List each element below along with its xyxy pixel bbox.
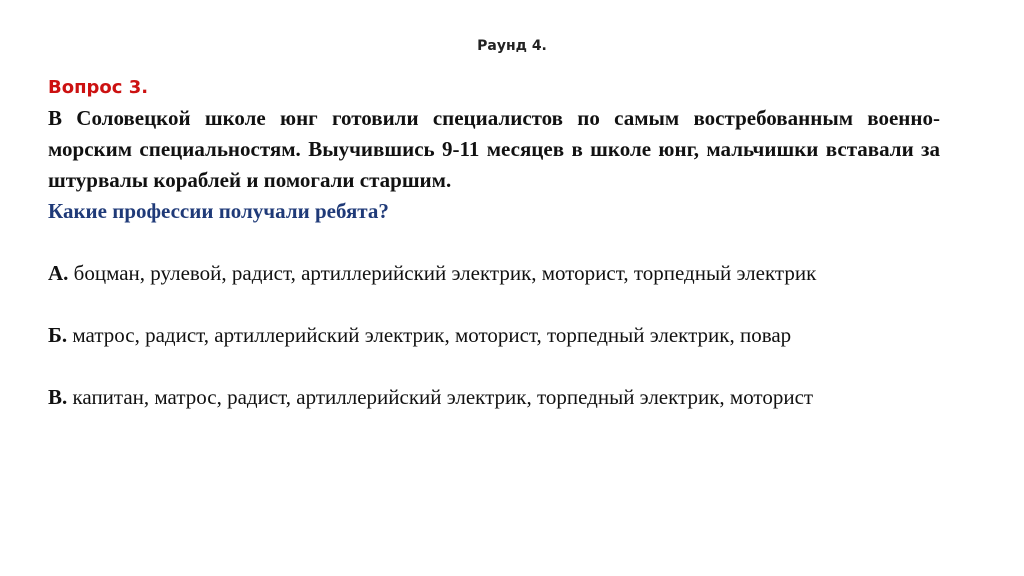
answer-letter: В. (48, 385, 68, 409)
question-prompt: Какие профессии получали ребята? (48, 199, 389, 223)
question-text: В Соловецкой школе юнг готовили специалистов по самым востребованным военно-морским специальностям. Выучившись 9-11 месяцев в школе юнг, мальчишки вставали за штурвалы кораблей и помогали старшим. (48, 106, 940, 192)
spacer (48, 351, 940, 382)
answer-option-a (48, 258, 940, 289)
answer-text: боцман, рулевой, радист, артиллерийский электрик, моторист, торпедный электрик (68, 261, 817, 285)
question-number: Вопрос 3. (48, 77, 149, 98)
answer-option-b (48, 320, 940, 351)
spacer (48, 289, 940, 320)
round-title: Раунд 4. (477, 38, 547, 54)
question-content (48, 72, 940, 413)
answer-letter: Б. (48, 323, 68, 347)
answer-option-c (48, 382, 940, 413)
answer-text: капитан, матрос, радист, артиллерийский электрик, торпедный электрик, моторист (67, 385, 814, 409)
spacer (48, 227, 940, 258)
answer-letter: А. (48, 261, 69, 285)
answer-text: матрос, радист, артиллерийский электрик, моторист, торпедный электрик, повар (67, 323, 792, 347)
